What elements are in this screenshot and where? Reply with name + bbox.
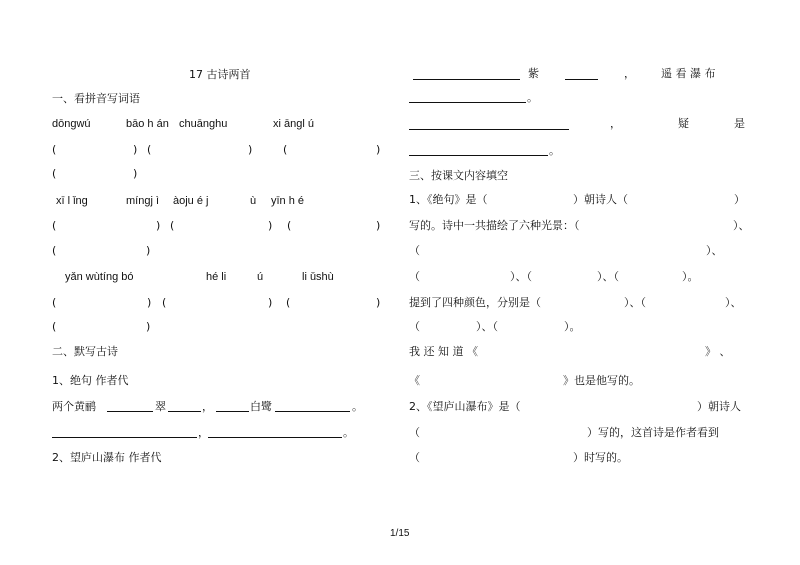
question-text: ）、 <box>725 296 742 309</box>
fill-blank[interactable] <box>52 437 197 438</box>
question-text: 《 <box>409 374 420 387</box>
pinyin-7: àoju é j <box>173 195 209 207</box>
question-text: 2、《望庐山瀑布》是（ <box>409 400 521 413</box>
section-1-heading: 一、看拼音写词语 <box>52 92 140 105</box>
answer-box-close: ) <box>268 219 273 232</box>
answer-box-open: ( <box>52 143 57 156</box>
question-text: ）写的，这首诗是作者看到 <box>587 426 719 439</box>
answer-box-open: ( <box>162 296 167 309</box>
fill-blank[interactable] <box>409 155 548 156</box>
poem-line-text: 。 <box>527 91 538 104</box>
fill-blank[interactable] <box>409 102 526 103</box>
answer-box-open: ( <box>52 219 57 232</box>
answer-box-close: ) <box>268 296 273 309</box>
answer-box-open: ( <box>287 219 292 232</box>
pinyin-6: mínɡj ì <box>126 195 160 207</box>
poem-line-text: 。 <box>343 426 354 439</box>
pinyin-12: ú <box>257 271 264 283</box>
poem-line-text: ， <box>610 117 621 130</box>
question-text: ）、 <box>706 244 723 257</box>
answer-box-open: ( <box>170 219 175 232</box>
poem-line-text: ， <box>198 426 209 439</box>
question-text: ）时写的。 <box>573 451 628 464</box>
question-text: ）、（ <box>510 270 532 283</box>
question-text: ）。 <box>682 270 699 283</box>
question-text: 》也是他写的。 <box>563 374 640 387</box>
question-text: ）。 <box>564 320 581 333</box>
question-text: 提到了四种颜色，分别是（ <box>409 296 541 309</box>
section-3-heading: 三、按课文内容填空 <box>409 169 508 182</box>
poem-1-heading: 1、绝句 作者代 <box>52 374 129 387</box>
question-text: （ <box>409 426 420 439</box>
answer-box-close: ) <box>147 296 152 309</box>
poem-line-text: 是 <box>734 117 745 130</box>
poem-line-text: 翠 <box>155 400 166 413</box>
question-text: ）、（ <box>597 270 619 283</box>
fill-blank[interactable] <box>275 411 350 412</box>
answer-box-open: ( <box>52 244 57 257</box>
poem-line-text: 紫 <box>528 67 539 80</box>
pinyin-10: yǎn wùtínɡ bó <box>65 271 134 283</box>
question-text: ）、（ <box>476 320 498 333</box>
pinyin-5: xī l ǐnɡ <box>56 195 88 207</box>
answer-box-close: ) <box>376 143 381 156</box>
poem-line-text: ， <box>202 400 213 413</box>
answer-box-close: ) <box>133 167 138 180</box>
answer-box-open: ( <box>52 167 57 180</box>
pinyin-4: xi ānɡl ú <box>273 118 314 130</box>
question-text: （ <box>409 270 420 283</box>
question-text: 我 还 知 道 《 <box>409 345 478 358</box>
page-title: 17 古诗两首 <box>189 68 251 81</box>
poem-line-text: 。 <box>352 400 363 413</box>
poem-line-text: ， <box>624 67 635 80</box>
question-text: 》 、 <box>705 345 731 358</box>
question-text: ）朝诗人 <box>697 400 741 413</box>
poem-line-text: 两个黄鹂 <box>52 400 96 413</box>
answer-box-close: ) <box>146 244 151 257</box>
question-text: （ <box>409 320 420 333</box>
question-text: ）、 <box>733 219 750 232</box>
pinyin-11: hé li <box>206 271 227 283</box>
answer-box-open: ( <box>283 143 288 156</box>
answer-box-open: ( <box>286 296 291 309</box>
poem-line-text: 。 <box>549 144 560 157</box>
fill-blank[interactable] <box>413 79 520 80</box>
fill-blank[interactable] <box>168 411 201 412</box>
answer-box-close: ) <box>156 219 161 232</box>
question-text: ） <box>734 193 745 206</box>
poem-2-heading: 2、望庐山瀑布 作者代 <box>52 451 162 464</box>
answer-box-close: ) <box>146 320 151 333</box>
fill-blank[interactable] <box>216 411 249 412</box>
answer-box-close: ) <box>376 219 381 232</box>
answer-box-close: ) <box>133 143 138 156</box>
question-text: ）、（ <box>624 296 646 309</box>
pinyin-3: chuānghu <box>179 118 228 130</box>
fill-blank[interactable] <box>409 129 569 130</box>
pinyin-9: yīn h é <box>271 195 305 207</box>
answer-box-open: ( <box>52 320 57 333</box>
answer-box-close: ) <box>376 296 381 309</box>
question-text: （ <box>409 244 420 257</box>
pinyin-2: bāo h án <box>126 118 169 130</box>
poem-line-text: 白鹭 <box>250 400 272 413</box>
fill-blank[interactable] <box>208 437 342 438</box>
fill-blank[interactable] <box>107 411 153 412</box>
question-text: ）朝诗人（ <box>573 193 628 206</box>
pinyin-13: li ǔshù <box>302 271 334 283</box>
poem-line-text: 遥 看 瀑 布 <box>661 67 716 80</box>
section-2-heading: 二、默写古诗 <box>52 345 118 358</box>
page-number: 1/15 <box>390 528 410 539</box>
answer-box-open: ( <box>147 143 152 156</box>
answer-box-close: ) <box>248 143 253 156</box>
pinyin-8: ù <box>250 195 257 207</box>
question-text: 写的。诗中一共描绘了六种光景：（ <box>409 219 580 232</box>
answer-box-open: ( <box>52 296 57 309</box>
pinyin-1: dōngwú <box>52 118 91 130</box>
question-text: （ <box>409 451 420 464</box>
question-text: 1、《绝句》是（ <box>409 193 488 206</box>
poem-line-text: 疑 <box>678 117 689 130</box>
fill-blank[interactable] <box>565 79 598 80</box>
